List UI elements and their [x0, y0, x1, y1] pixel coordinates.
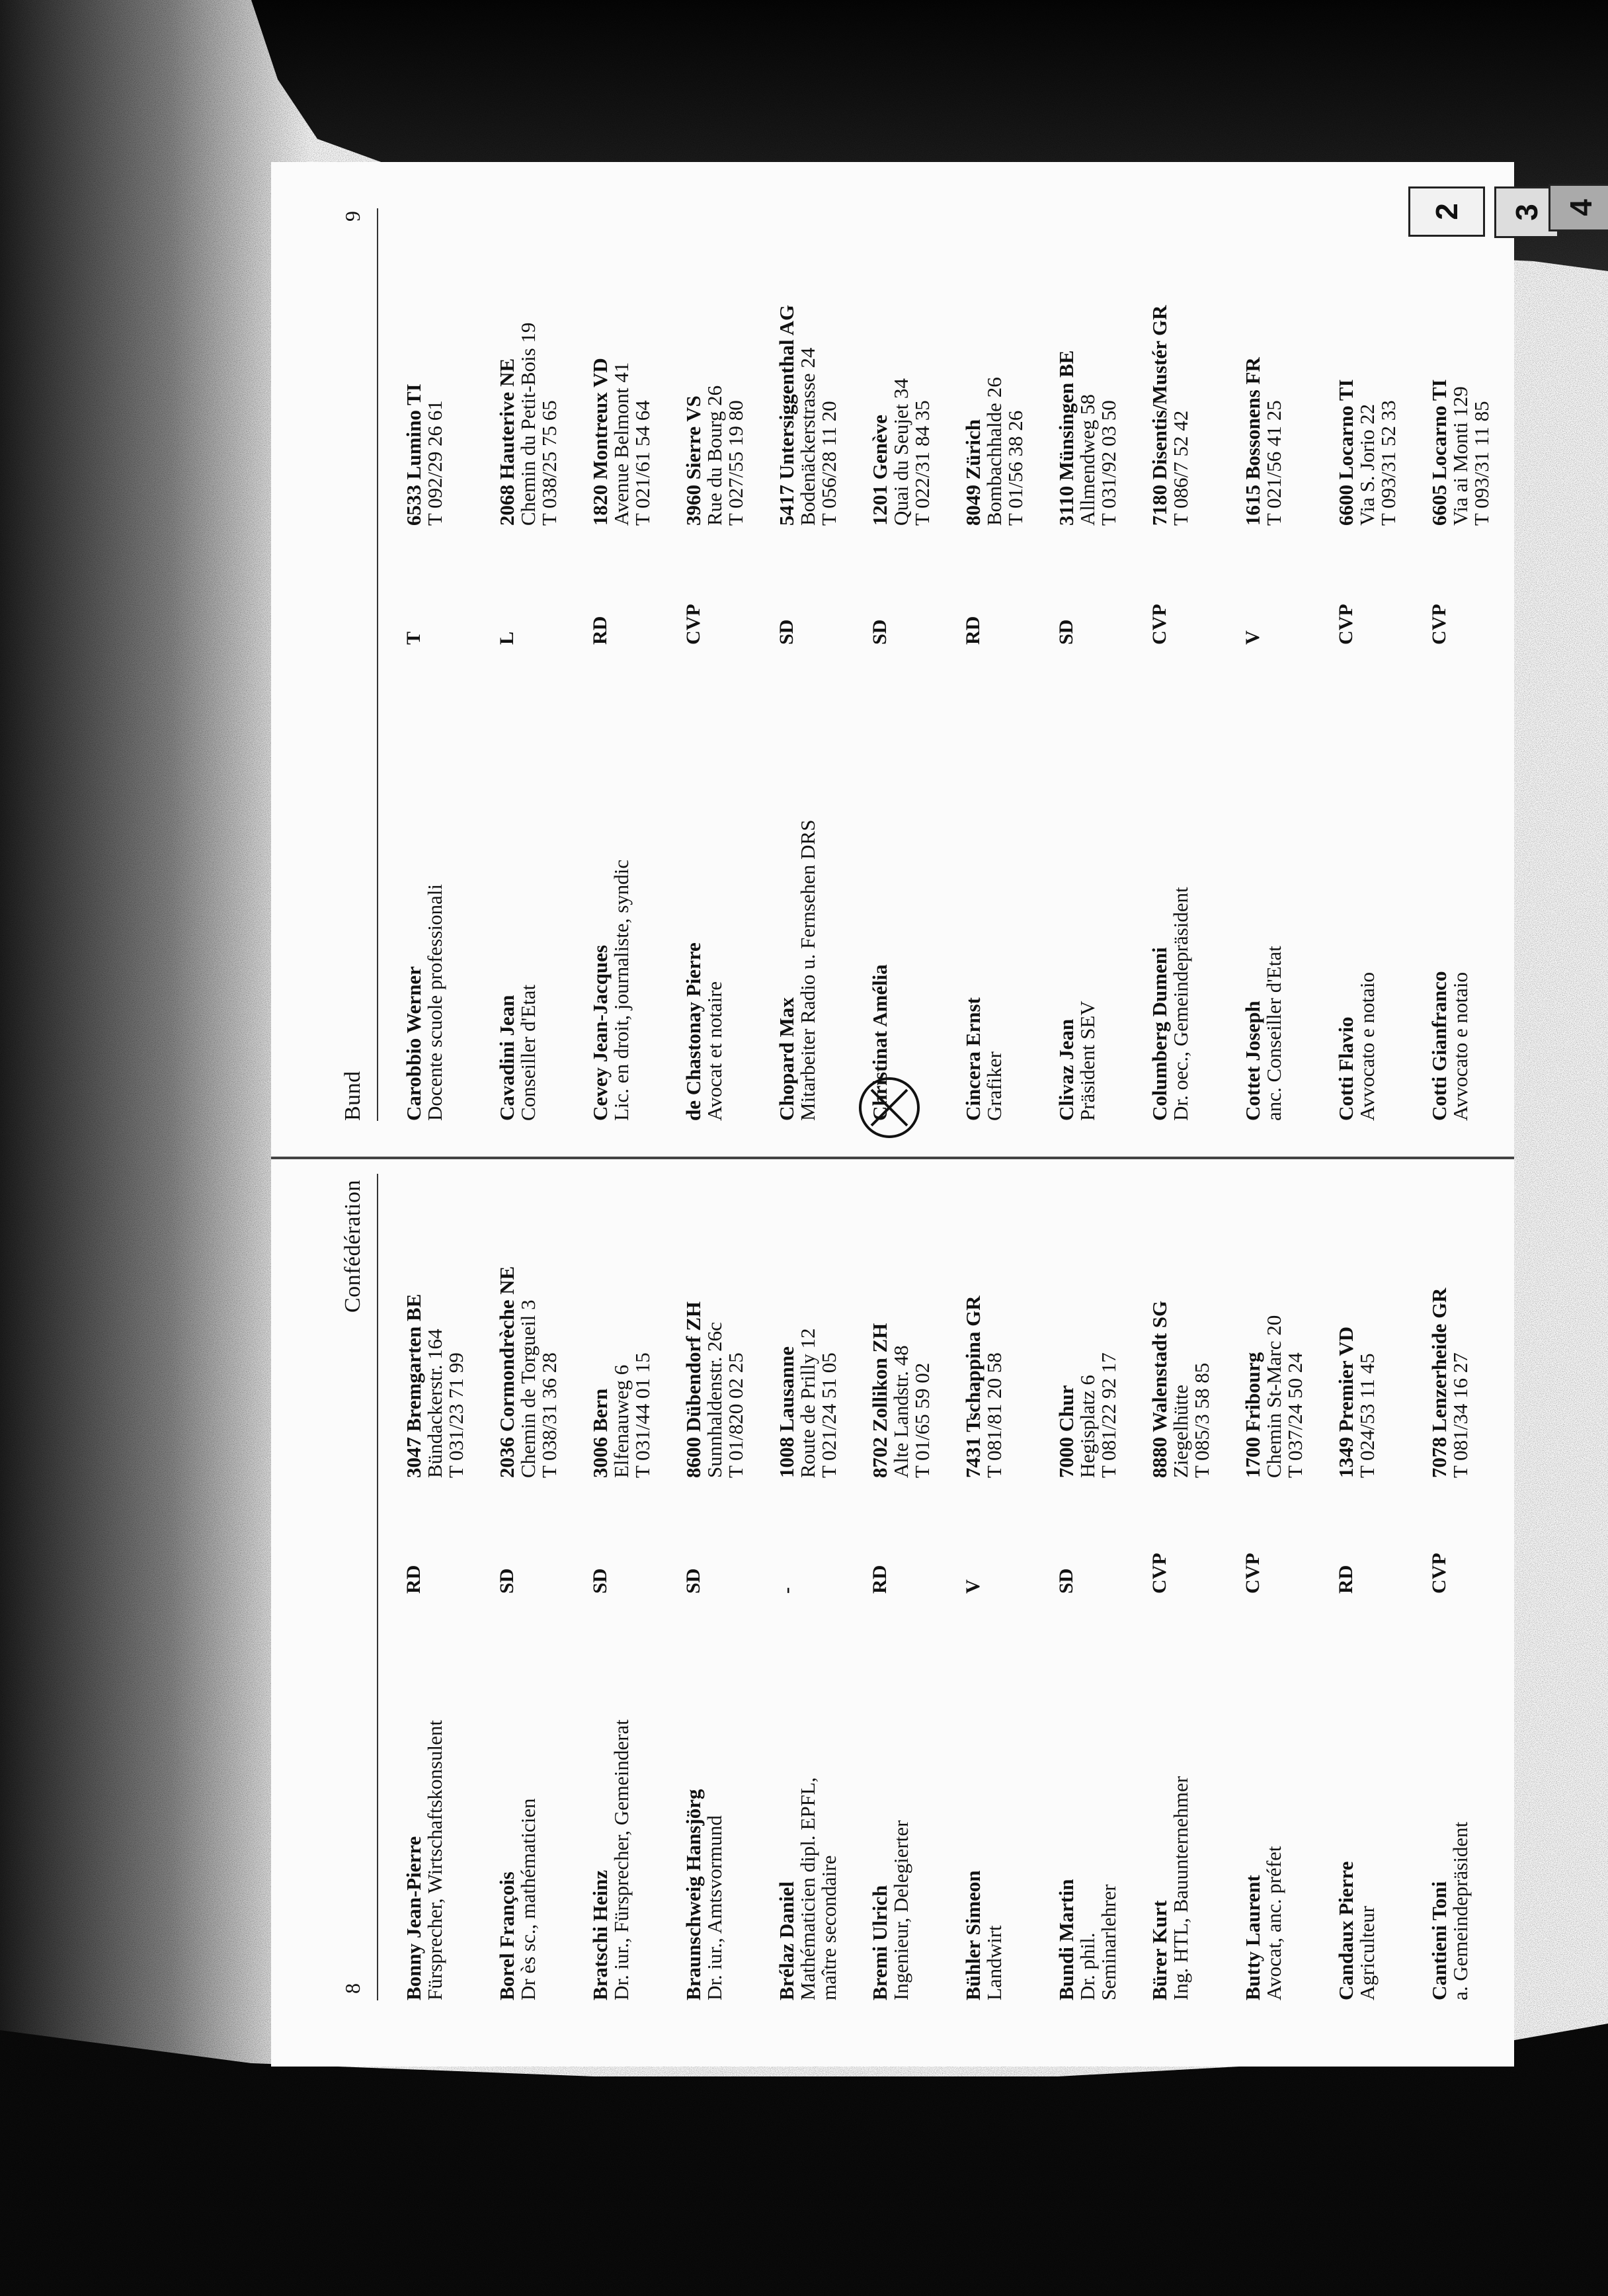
entry-person [776, 1777, 840, 2000]
address-city: 3960 Sierre VS [682, 395, 705, 526]
entry-person [1149, 1776, 1191, 2000]
address-phone: T 085/3 58 85 [1190, 1362, 1213, 1478]
person-role: Dr. iur., Fürsprecher, Gemeinderat [610, 1719, 633, 2000]
address-city: 6533 Lumino TI [402, 384, 425, 526]
address-city: 1349 Premier VD [1334, 1326, 1357, 1478]
person-name: Columberg Dumeni [1148, 947, 1171, 1121]
address-street: Hegisplatz 6 [1076, 1375, 1099, 1478]
address-phone: T 093/31 11 85 [1470, 401, 1493, 526]
address-street: Chemin du Petit-Bois 19 [516, 322, 540, 526]
address-city: 8880 Walenstadt SG [1148, 1300, 1171, 1478]
address-phone: T 037/24 50 24 [1283, 1352, 1306, 1478]
person-name: Clivaz Jean [1055, 1018, 1078, 1121]
address-phone: T 031/23 71 99 [444, 1352, 467, 1478]
address [1429, 379, 1492, 526]
entry-person [1056, 1001, 1098, 1121]
person-name: Cavadini Jean [495, 995, 518, 1121]
party-abbreviation: SD [869, 619, 891, 645]
address-city: 2068 Hauterive NE [495, 358, 518, 526]
address-city: 1700 Fribourg [1241, 1352, 1264, 1478]
entry-person [869, 1821, 912, 2000]
address [869, 378, 933, 526]
address [497, 1266, 560, 1478]
address [1336, 1327, 1378, 1478]
address-city: 7180 Disentis/Mustér GR [1148, 305, 1171, 526]
person-role: Mitarbeiter Radio u. Fernsehen DRS [796, 819, 819, 1121]
person-name: Cincera Ernst [961, 997, 985, 1121]
address-street: Bündackerstr. 164 [423, 1329, 446, 1478]
person-role: Avocat et notaire [703, 981, 726, 1121]
entry-person [590, 1719, 632, 2000]
entry-person [963, 997, 1005, 1121]
party-abbreviation: CVP [1148, 604, 1170, 645]
address [403, 1294, 467, 1478]
person-name: Candaux Pierre [1334, 1861, 1357, 2000]
address-phone: T 022/31 84 35 [910, 400, 934, 526]
address-street: Ziegelhütte [1169, 1384, 1192, 1478]
entry-person [1242, 946, 1285, 1121]
entry-person [1429, 971, 1471, 1121]
party-abbreviation: RD [962, 616, 984, 645]
address [1149, 305, 1191, 526]
address-city: 1008 Lausanne [775, 1346, 798, 1478]
running-head: Confédération [341, 1180, 365, 1313]
address-phone: T 093/31 52 33 [1377, 400, 1400, 526]
address [1336, 379, 1399, 526]
address-city: 5417 Untersiggenthal AG [775, 304, 798, 526]
address-phone: T 031/44 01 15 [631, 1352, 654, 1478]
party-abbreviation: CVP [1428, 604, 1450, 645]
person-role: Lic. en droit, journaliste, syndic [610, 859, 633, 1121]
person-name: Bratschi Heinz [588, 1869, 612, 2000]
address-phone: T 081/34 16 27 [1449, 1352, 1472, 1478]
party-abbreviation: SD [776, 619, 797, 645]
person-name: Borel François [495, 1871, 518, 2000]
party-abbreviation: CVP [1335, 604, 1357, 645]
page-number: 9 [341, 211, 364, 222]
address [497, 323, 560, 526]
address-street: Sunnhaldenstr. 26c [703, 1322, 726, 1478]
party-abbreviation: RD [1335, 1565, 1357, 1594]
address-city: 7078 Lenzerheide GR [1427, 1288, 1451, 1478]
person-role: a. Gemeindepräsident [1449, 1821, 1472, 2000]
person-role: Präsident SEV [1076, 1001, 1099, 1121]
party-abbreviation: SD [682, 1568, 704, 1594]
book-spread [271, 162, 1514, 2067]
person-name: Cevey Jean-Jacques [588, 944, 612, 1121]
address-city: 3110 Münsingen BE [1055, 350, 1078, 526]
entry-person [590, 860, 632, 1121]
party-abbreviation: CVP [1148, 1553, 1170, 1594]
index-tab[interactable]: 3 [1494, 186, 1559, 238]
person-name: Bremi Ulrich [868, 1885, 891, 2000]
person-name: Bonny Jean-Pierre [402, 1836, 425, 2000]
address-city: 6600 Locarno TI [1334, 379, 1357, 526]
person-name: Butty Laurent [1241, 1875, 1264, 2000]
address-street: Via ai Monti 129 [1449, 386, 1472, 526]
entry-person [1429, 1822, 1471, 2000]
person-name: Cottet Joseph [1241, 1001, 1264, 1121]
address-street: Quai du Seujet 34 [889, 378, 912, 526]
header-rule [377, 1174, 378, 2000]
entry-person [497, 1798, 539, 2000]
person-role: Mathématicien dipl. EPFL, [796, 1777, 819, 2000]
address-street: Rue du Bourg 26 [703, 385, 726, 526]
person-role: Avvocato e notaio [1355, 972, 1379, 1121]
party-abbreviation: - [776, 1587, 797, 1594]
entry-person [1056, 1879, 1119, 2000]
address-phone: T 027/55 19 80 [724, 400, 747, 526]
address-street: Avenue Belmont 41 [610, 362, 633, 526]
party-abbreviation: RD [869, 1565, 891, 1594]
address-city: 6605 Locarno TI [1427, 379, 1451, 526]
person-role: Avocat, anc. préfet [1262, 1846, 1285, 2000]
address-phone: T 031/92 03 50 [1097, 400, 1120, 526]
party-abbreviation: CVP [1428, 1553, 1450, 1594]
person-name: Cotti Flavio [1334, 1016, 1357, 1121]
entry-person [683, 1789, 725, 2001]
address-phone: T 01/65 59 02 [910, 1362, 934, 1478]
address [963, 1295, 1005, 1478]
person-role: anc. Conseiller d'Etat [1262, 946, 1285, 1121]
address-street: Chemin St-Marc 20 [1262, 1315, 1285, 1478]
address-street: Via S. Jorio 22 [1355, 403, 1379, 526]
address-phone: T 056/28 11 20 [817, 401, 840, 526]
address [590, 358, 653, 526]
person-name: Braunschweig Hansjörg [682, 1789, 705, 2000]
party-abbreviation: T [403, 631, 424, 645]
party-abbreviation: SD [1055, 1568, 1077, 1594]
entry-person [1149, 887, 1191, 1121]
address [1056, 350, 1119, 526]
address-street: Bombachhalde 26 [983, 377, 1006, 526]
address [1056, 1352, 1119, 1478]
entry-person [1336, 972, 1378, 1121]
entry-person [776, 820, 819, 1121]
address-street: Bodenäckerstrasse 24 [796, 347, 819, 526]
address-phone: T 092/29 26 61 [423, 400, 446, 526]
address-phone: T 086/7 52 42 [1169, 410, 1192, 526]
person-role: Avvocato e notaio [1449, 972, 1472, 1121]
address-city: 2036 Cormondrèche NE [495, 1266, 518, 1478]
entry-person [403, 1720, 446, 2000]
person-name: Carobbio Werner [402, 966, 425, 1121]
party-abbreviation: L [496, 631, 518, 645]
address-city: 3006 Bern [588, 1388, 612, 1478]
party-abbreviation: SD [496, 1568, 518, 1594]
address-city: 7431 Tschappina GR [961, 1295, 985, 1478]
party-abbreviation: RD [403, 1565, 424, 1594]
running-head: Bund [341, 1071, 365, 1121]
index-tab[interactable]: 4 [1548, 184, 1608, 231]
address [683, 1301, 746, 1478]
person-role: maître secondaire [817, 1855, 840, 2000]
left-page [271, 1161, 1514, 2067]
person-role: Dr ès sc., mathématicien [516, 1798, 540, 2000]
address [963, 377, 1026, 526]
address-city: 8049 Zürich [961, 419, 985, 526]
gutter-line [271, 1157, 1514, 1159]
address-city: 3047 Bremgarten BE [402, 1293, 425, 1478]
address-phone: T 081/81 20 58 [983, 1352, 1006, 1478]
entry-person [497, 985, 539, 1121]
address-phone: T 038/31 36 28 [538, 1352, 561, 1478]
party-abbreviation: CVP [682, 604, 704, 645]
handwritten-cross-mark [853, 1071, 926, 1144]
person-role: Ingenieur, Delegierter [889, 1820, 912, 2000]
person-name: Cantieni Toni [1427, 1881, 1451, 2000]
address-phone: T 024/53 11 45 [1355, 1353, 1379, 1478]
address [1242, 357, 1285, 526]
person-name: Bühler Simeon [961, 1870, 985, 2000]
person-role: Ing. HTL, Bauunternehmer [1169, 1776, 1192, 2000]
address-street: Alte Landstr. 48 [889, 1345, 912, 1478]
address-street: Chemin de Torgueil 3 [516, 1299, 540, 1478]
address-city: 7000 Chur [1055, 1385, 1078, 1478]
person-name: de Chastonay Pierre [682, 942, 705, 1121]
header-rule [377, 208, 378, 1121]
person-name: Christinat Amélia [868, 964, 891, 1121]
address-phone: T 021/24 51 05 [817, 1352, 840, 1478]
person-role: Landwirt [983, 1925, 1006, 2000]
address [1149, 1301, 1213, 1478]
address-city: 8600 Dübendorf ZH [682, 1301, 705, 1478]
entry-person [403, 884, 446, 1121]
page-number: 8 [341, 1983, 364, 1994]
address [776, 305, 840, 526]
address [403, 384, 446, 526]
person-role: Dr. oec., Gemeindepräsident [1169, 887, 1192, 1121]
address-street: Route de Prilly 12 [796, 1328, 819, 1478]
party-abbreviation: RD [589, 616, 611, 645]
person-role: Dr. phil. [1076, 1932, 1099, 2000]
address-city: 1615 Bossonens FR [1241, 357, 1264, 526]
person-name: Cotti Gianfranco [1427, 971, 1451, 1121]
address-phone: T 081/22 92 17 [1097, 1352, 1120, 1478]
address-street: Allmendweg 58 [1076, 394, 1099, 526]
entry-person [963, 1870, 1005, 2000]
party-abbreviation: SD [1055, 619, 1077, 645]
address [776, 1329, 840, 1478]
address [1242, 1315, 1306, 1478]
address [590, 1352, 653, 1478]
party-abbreviation: V [962, 1579, 984, 1594]
person-name: Chopard Max [775, 997, 798, 1121]
address-street: Elfenauweg 6 [610, 1364, 633, 1478]
party-abbreviation: CVP [1242, 1553, 1264, 1594]
person-role: Agriculteur [1355, 1906, 1379, 2000]
person-role: Seminarlehrer [1097, 1884, 1120, 2000]
address-phone: T 01/56 38 26 [1004, 410, 1027, 526]
address-phone: T 021/56 41 25 [1262, 400, 1285, 526]
person-name: Bundi Martin [1055, 1879, 1078, 2000]
party-abbreviation: SD [589, 1568, 611, 1594]
person-role: Dr. iur., Amtsvormund [703, 1815, 726, 2000]
right-page [271, 162, 1514, 1147]
address-phone: T 01/820 02 25 [724, 1352, 747, 1478]
address-city: 1201 Genève [868, 415, 891, 526]
address [1429, 1288, 1471, 1478]
entry-person [1242, 1846, 1285, 2000]
person-name: Brélaz Daniel [775, 1881, 798, 2000]
entry-person [1336, 1862, 1378, 2000]
address-phone: T 038/25 75 65 [538, 400, 561, 526]
person-role: Docente scuole professionali [423, 883, 446, 1121]
person-role: Grafiker [983, 1051, 1006, 1121]
address [683, 386, 746, 526]
address [869, 1323, 933, 1478]
party-abbreviation: V [1242, 630, 1264, 645]
address-city: 8702 Zollikon ZH [868, 1323, 891, 1478]
entry-person [683, 942, 725, 1121]
index-tab[interactable]: 2 [1408, 186, 1485, 237]
person-name: Bürer Kurt [1148, 1900, 1171, 2000]
address-city: 1820 Montreux VD [588, 358, 612, 526]
person-role: Conseiller d'Etat [516, 984, 540, 1121]
person-role: Fürsprecher, Wirtschaftskonsulent [423, 1720, 446, 2000]
address-phone: T 021/61 54 64 [631, 400, 654, 526]
